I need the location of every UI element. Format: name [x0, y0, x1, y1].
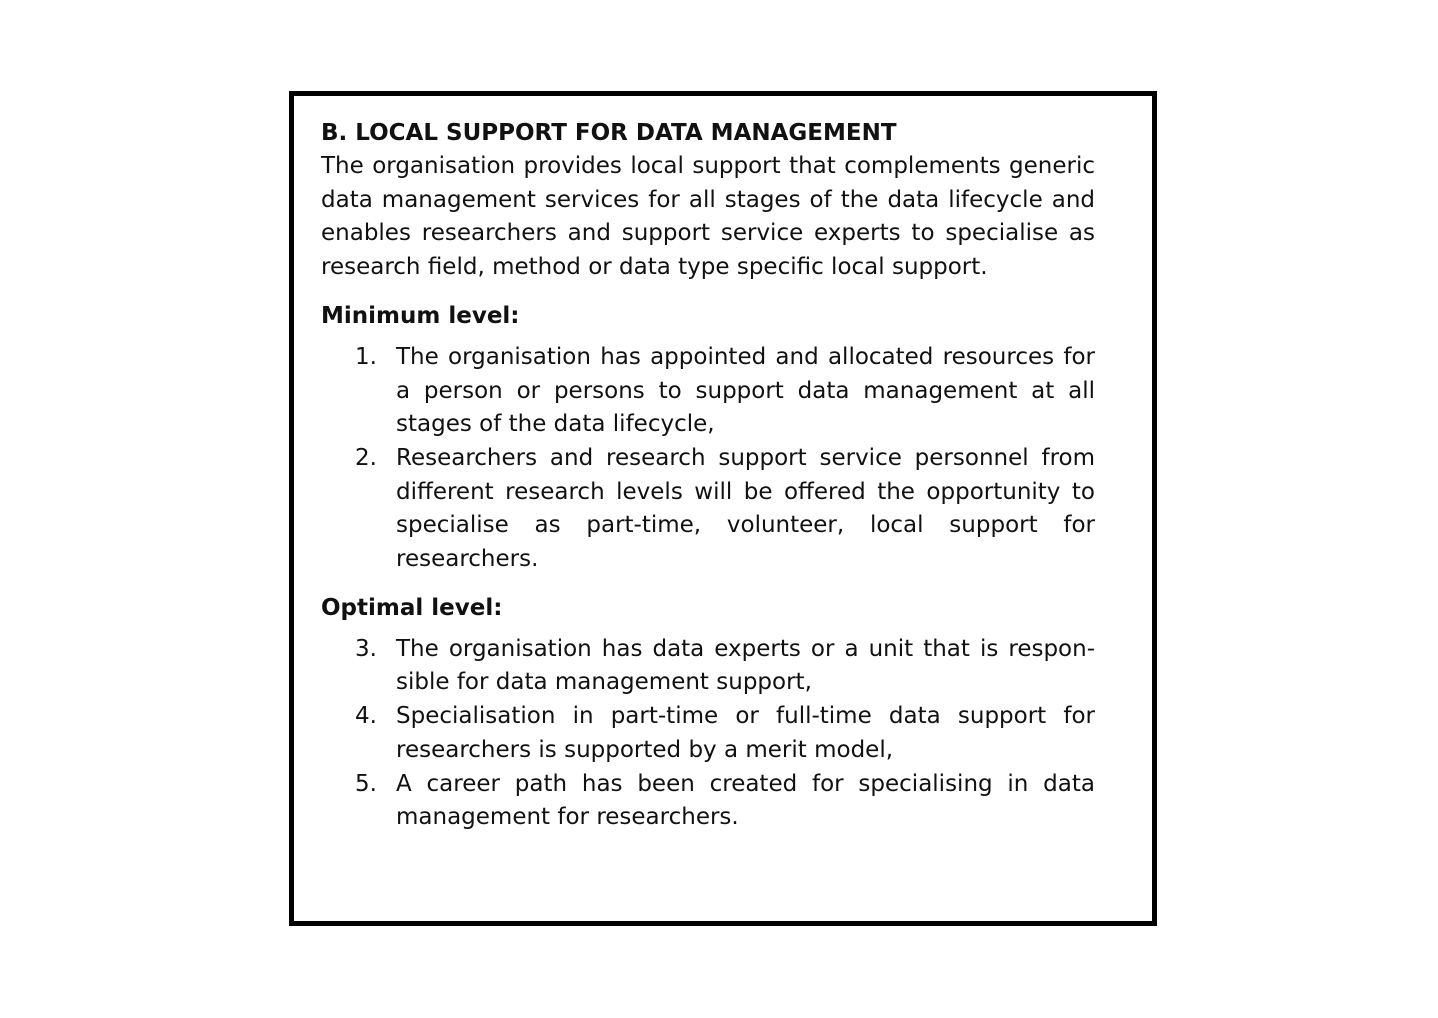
optimal-level-list [321, 633, 1095, 835]
item-number: 4. [355, 703, 377, 730]
item-text: Researchers and research support service personnel from different research levels will be offered the opportunity to specialise as part-time, volunteer, local support for researchers. [396, 444, 1095, 573]
item-number: 2. [355, 444, 377, 471]
list-item [321, 341, 1095, 442]
item-text: A career path has been created for specialising in data management for researchers. [396, 770, 1095, 831]
minimum-level-list [321, 341, 1095, 577]
item-number: 1. [355, 343, 377, 370]
item-text: The organisation has appointed and allocated resources for a person or persons to support data management at all stages of the data lifecycle, [396, 343, 1095, 438]
section-intro: The organisation provides local support that complements generic data management services for all stages of the data lifecycle and enables researchers and support service experts to specialise as research field, method or data type specific local support. [321, 153, 1095, 281]
section-heading: B. LOCAL SUPPORT FOR DATA MANAGEMENT [321, 120, 897, 146]
item-number: 3. [355, 635, 377, 662]
item-text: Specialisation in part-time or full-time data support for researchers is supported by a merit model, [396, 703, 1095, 763]
optimal-level-label: Optimal level: [321, 594, 503, 621]
list-item [321, 633, 1095, 700]
list-item [321, 700, 1095, 767]
minimum-level-label: Minimum level: [321, 302, 520, 329]
list-item [321, 442, 1095, 577]
criteria-box [289, 91, 1157, 926]
item-number: 5. [355, 770, 377, 797]
item-text: The organisation has data experts or a unit that is respon-sible for data management support, [396, 635, 1095, 696]
list-item [321, 768, 1095, 835]
